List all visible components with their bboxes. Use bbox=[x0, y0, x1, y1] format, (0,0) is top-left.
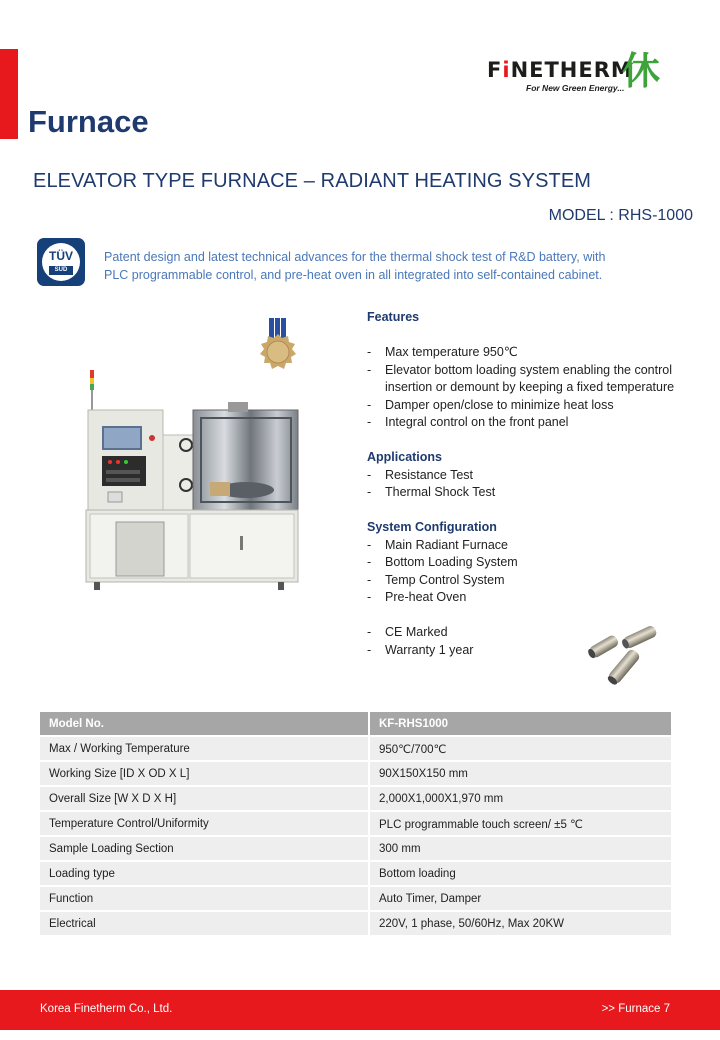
table-row bbox=[40, 812, 671, 835]
list-item: - Temp Control System bbox=[367, 572, 687, 590]
features-list bbox=[367, 344, 687, 432]
table-row bbox=[40, 762, 671, 785]
list-item: - Integral control on the front panel bbox=[367, 414, 687, 432]
spec-value: PLC programmable touch screen/ ±5 ℃ bbox=[370, 812, 671, 835]
list-item: - CE Marked bbox=[367, 624, 687, 642]
model-number: MODEL : RHS-1000 bbox=[548, 207, 693, 224]
header-cell: Model No. bbox=[40, 712, 370, 735]
sample-cylinders-image bbox=[585, 625, 663, 687]
list-item: - Pre-heat Oven bbox=[367, 589, 687, 607]
spec-value: Bottom loading bbox=[370, 862, 671, 885]
table-row bbox=[40, 912, 671, 935]
intro-line: PLC programmable control, and pre-heat oven in all integrated into self-contained cabinet. bbox=[104, 268, 603, 282]
list-item: - Resistance Test bbox=[367, 467, 687, 485]
spec-value: 220V, 1 phase, 50/60Hz, Max 20KW bbox=[370, 912, 671, 935]
system-configuration-heading: System Configuration bbox=[367, 520, 497, 534]
applications-heading: Applications bbox=[367, 450, 443, 464]
features-panel bbox=[367, 309, 687, 659]
tuv-sud-logo-icon: TÜV SÜD bbox=[37, 238, 85, 286]
spec-table bbox=[40, 710, 671, 937]
spec-table-header bbox=[40, 712, 671, 735]
product-subtitle: ELEVATOR TYPE FURNACE – RADIANT HEATING SYSTEM bbox=[33, 170, 592, 192]
intro-line: Patent design and latest technical advances for the thermal shock test of R&D battery, with bbox=[104, 250, 606, 264]
spec-label: Overall Size [W X D X H] bbox=[40, 787, 370, 810]
red-accent-tab bbox=[0, 49, 18, 139]
logo-glyph: 休 bbox=[622, 51, 661, 93]
system-configuration-list bbox=[367, 537, 687, 607]
logo-tagline: For New Green Energy... bbox=[526, 83, 625, 93]
list-item: - Bottom Loading System bbox=[367, 554, 687, 572]
list-item: - Elevator bottom loading system enabling the control insertion or demount by keeping a fixed temperature bbox=[367, 362, 687, 397]
spec-value: Auto Timer, Damper bbox=[370, 887, 671, 910]
table-row bbox=[40, 887, 671, 910]
award-medal-icon bbox=[253, 318, 303, 380]
table-row bbox=[40, 837, 671, 860]
header-cell: KF-RHS1000 bbox=[370, 712, 671, 735]
list-item: - Max temperature 950℃ bbox=[367, 344, 687, 362]
logo-wordmark: FiNETHERM bbox=[487, 58, 633, 82]
applications-list bbox=[367, 467, 687, 502]
spec-label: Function bbox=[40, 887, 370, 910]
spec-value: 950℃/700℃ bbox=[370, 737, 671, 760]
list-item: - Thermal Shock Test bbox=[367, 484, 687, 502]
footer-company: Korea Finetherm Co., Ltd. bbox=[40, 1003, 173, 1015]
footer-page-ref: >> Furnace 7 bbox=[601, 1003, 670, 1015]
finetherm-logo bbox=[487, 52, 672, 98]
table-row bbox=[40, 737, 671, 760]
spec-value: 300 mm bbox=[370, 837, 671, 860]
spec-value: 2,000X1,000X1,970 mm bbox=[370, 787, 671, 810]
list-item: - Main Radiant Furnace bbox=[367, 537, 687, 555]
features-heading: Features bbox=[367, 310, 420, 324]
intro-text bbox=[104, 248, 684, 284]
spec-label: Electrical bbox=[40, 912, 370, 935]
spec-value: 90X150X150 mm bbox=[370, 762, 671, 785]
list-item: - Damper open/close to minimize heat loss bbox=[367, 397, 687, 415]
spec-label: Temperature Control/Uniformity bbox=[40, 812, 370, 835]
footer-bar bbox=[0, 990, 720, 1030]
spec-label: Sample Loading Section bbox=[40, 837, 370, 860]
table-row bbox=[40, 862, 671, 885]
spec-label: Max / Working Temperature bbox=[40, 737, 370, 760]
list-item: - Warranty 1 year bbox=[367, 642, 687, 660]
page-title: Furnace bbox=[28, 104, 149, 139]
table-row bbox=[40, 787, 671, 810]
spec-label: Working Size [ID X OD X L] bbox=[40, 762, 370, 785]
spec-label: Loading type bbox=[40, 862, 370, 885]
